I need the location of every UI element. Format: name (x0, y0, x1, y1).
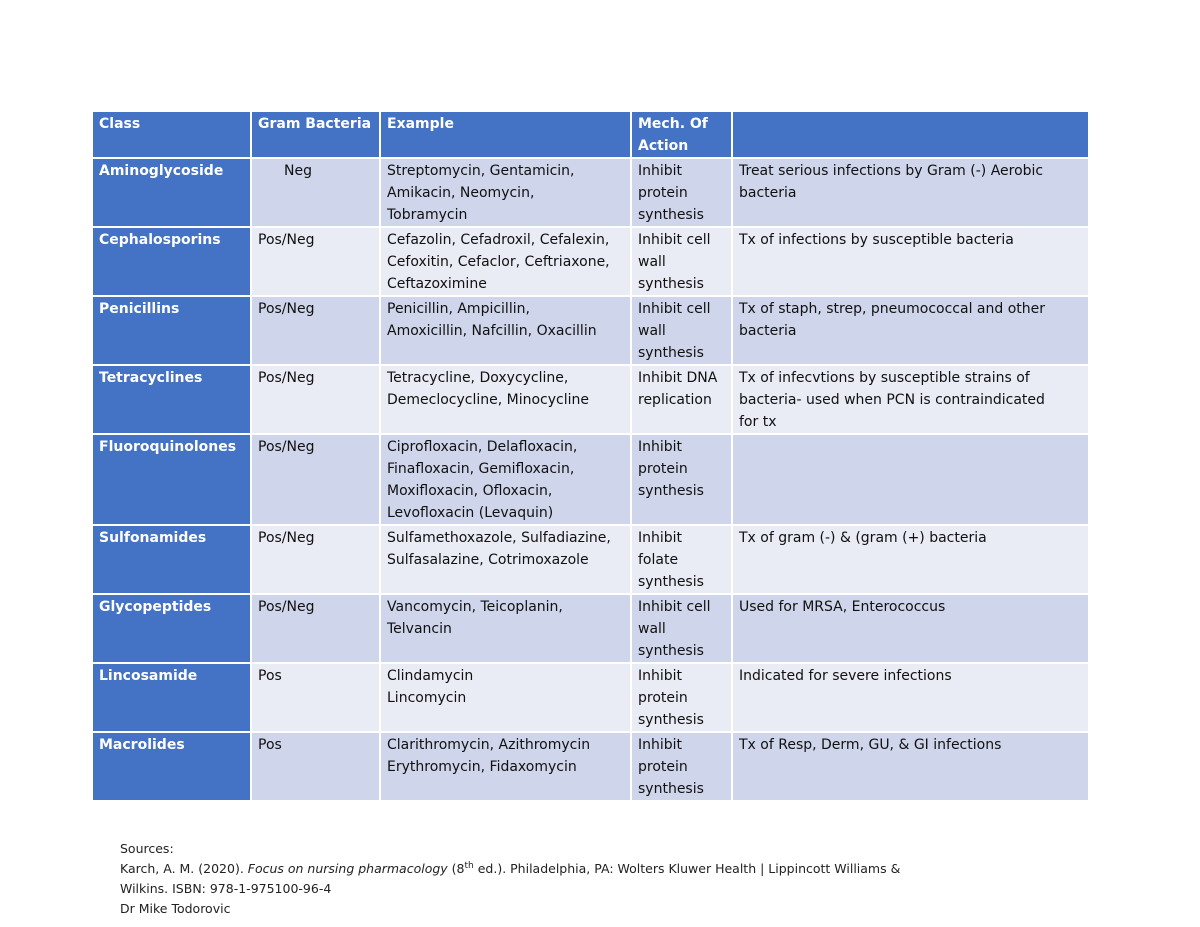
sources-heading: Sources: (120, 841, 174, 856)
class-cell: Tetracyclines (92, 365, 251, 434)
mechanism-cell: Inhibit protein synthesis (631, 663, 732, 732)
class-cell: Lincosamide (92, 663, 251, 732)
notes-cell: Treat serious infections by Gram (-) Aerobic bacteria (732, 158, 1089, 227)
example-cell: Penicillin, Ampicillin, Amoxicillin, Nafcillin, Oxacillin (380, 296, 631, 365)
example-cell: Clarithromycin, Azithromycin Erythromycin, Fidaxomycin (380, 732, 631, 801)
notes-cell: Tx of gram (-) & (gram (+) bacteria (732, 525, 1089, 594)
gram-cell: Pos (251, 663, 380, 732)
class-cell: Fluoroquinolones (92, 434, 251, 525)
example-cell: Sulfamethoxazole, Sulfadiazine, Sulfasalazine, Cotrimoxazole (380, 525, 631, 594)
citation (120, 859, 980, 879)
gram-cell: Neg (251, 158, 380, 227)
class-cell: Aminoglycoside (92, 158, 251, 227)
notes-cell: Used for MRSA, Enterococcus (732, 594, 1089, 663)
mechanism-cell: Inhibit DNA replication (631, 365, 732, 434)
class-cell: Penicillins (92, 296, 251, 365)
header-class: Class (92, 111, 251, 158)
citation-line-2: Wilkins. ISBN: 978-1-975100-96-4 (120, 881, 332, 896)
header-mechanism: Mech. Of Action (631, 111, 732, 158)
citation-author: Karch, A. M. (2020). (120, 861, 248, 876)
header-example: Example (380, 111, 631, 158)
notes-cell (732, 434, 1089, 525)
citation-publisher: ed.). Philadelphia, PA: Wolters Kluwer Health | Lippincott Williams & (473, 861, 901, 876)
citation-title: Focus on nursing pharmacology (247, 861, 448, 876)
table-header-row (92, 111, 1089, 158)
table-row (92, 594, 1089, 663)
mechanism-cell: Inhibit protein synthesis (631, 434, 732, 525)
class-cell: Cephalosporins (92, 227, 251, 296)
notes-cell: Tx of infecvtions by susceptible strains of bacteria- used when PCN is contraindicated for tx (732, 365, 1089, 434)
table-row (92, 732, 1089, 801)
class-cell: Sulfonamides (92, 525, 251, 594)
notes-cell: Tx of Resp, Derm, GU, & GI infections (732, 732, 1089, 801)
class-cell: Macrolides (92, 732, 251, 801)
table-row (92, 296, 1089, 365)
example-cell: Cefazolin, Cefadroxil, Cefalexin, Cefoxitin, Cefaclor, Ceftriaxone, Ceftazoximine (380, 227, 631, 296)
antibiotic-class-table (91, 110, 1090, 802)
table-row (92, 158, 1089, 227)
example-cell: Ciprofloxacin, Delafloxacin, Finafloxacin, Gemifloxacin, Moxifloxacin, Ofloxacin, Levofloxacin (Levaquin) (380, 434, 631, 525)
gram-cell: Pos/Neg (251, 227, 380, 296)
notes-cell: Tx of infections by susceptible bacteria (732, 227, 1089, 296)
gram-cell: Pos/Neg (251, 365, 380, 434)
gram-cell: Pos (251, 732, 380, 801)
mechanism-cell: Inhibit protein synthesis (631, 158, 732, 227)
example-cell: Clindamycin Lincomycin (380, 663, 631, 732)
gram-cell: Pos/Neg (251, 594, 380, 663)
example-cell: Streptomycin, Gentamicin, Amikacin, Neomycin, Tobramycin (380, 158, 631, 227)
table-row (92, 227, 1089, 296)
notes-cell: Tx of staph, strep, pneumococcal and other bacteria (732, 296, 1089, 365)
header-notes (732, 111, 1089, 158)
author-credit: Dr Mike Todorovic (120, 901, 231, 916)
mechanism-cell: Inhibit protein synthesis (631, 732, 732, 801)
gram-cell: Pos/Neg (251, 434, 380, 525)
example-cell: Vancomycin, Teicoplanin, Telvancin (380, 594, 631, 663)
table-row (92, 663, 1089, 732)
sources-section (120, 838, 980, 919)
citation-edition: (8 (447, 861, 465, 876)
gram-cell: Pos/Neg (251, 525, 380, 594)
mechanism-cell: Inhibit cell wall synthesis (631, 594, 732, 663)
header-gram-bacteria: Gram Bacteria (251, 111, 380, 158)
gram-cell: Pos/Neg (251, 296, 380, 365)
table-row (92, 434, 1089, 525)
example-cell: Tetracycline, Doxycycline, Demeclocycline, Minocycline (380, 365, 631, 434)
mechanism-cell: Inhibit cell wall synthesis (631, 296, 732, 365)
notes-cell: Indicated for severe infections (732, 663, 1089, 732)
table-row (92, 365, 1089, 434)
mechanism-cell: Inhibit cell wall synthesis (631, 227, 732, 296)
table-row (92, 525, 1089, 594)
mechanism-cell: Inhibit folate synthesis (631, 525, 732, 594)
citation-edition-sup: th (464, 860, 474, 871)
class-cell: Glycopeptides (92, 594, 251, 663)
